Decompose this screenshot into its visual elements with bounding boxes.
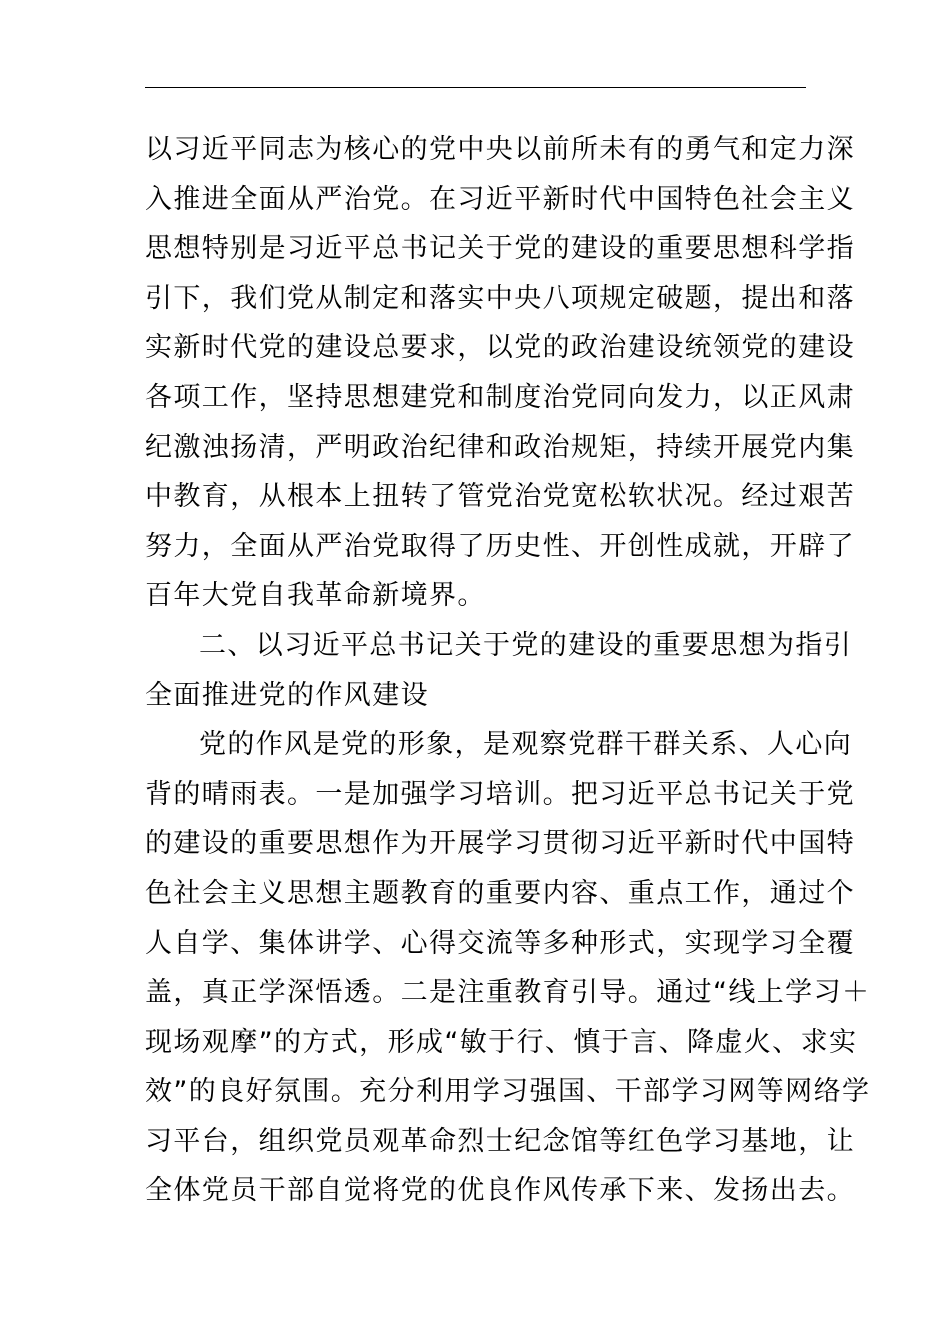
text-line: 的建设的重要思想作为开展学习贯彻习近平新时代中国特 [145, 828, 855, 860]
body-text [145, 125, 871, 1216]
section-heading-line: 二、以习近平总书记关于党的建设的重要思想为指引 [199, 629, 853, 661]
section-heading-line: 全面推进党的作风建设 [145, 679, 429, 711]
header-rule [145, 87, 806, 88]
text-line: 党的作风是党的形象，是观察党群干群关系、人心向 [199, 729, 853, 761]
text-line: 以习近平同志为核心的党中央以前所未有的勇气和定力深 [145, 134, 855, 165]
text-line: 全体党员干部自觉将党的优良作风传承下来、发扬出去。 [145, 1175, 855, 1207]
text-line: 努力，全面从严治党取得了历史性、开创性成就，开辟了 [145, 530, 855, 562]
text-line: 习平台，组织党员观革命烈士纪念馆等红色学习基地，让 [145, 1125, 855, 1157]
text-line: 人自学、集体讲学、心得交流等多种形式，实现学习全覆 [145, 927, 855, 959]
text-line: 引下，我们党从制定和落实中央八项规定破题，提出和落 [145, 282, 855, 314]
text-line: 实新时代党的建设总要求，以党的政治建设统领党的建设 [145, 332, 855, 364]
text-line: 背的晴雨表。一是加强学习培训。把习近平总书记关于党 [145, 778, 855, 810]
text-line: 各项工作，坚持思想建党和制度治党同向发力，以正风肃 [145, 381, 855, 413]
text-line: 入推进全面从严治党。在习近平新时代中国特色社会主义 [145, 183, 855, 215]
text-line: 思想特别是习近平总书记关于党的建设的重要思想科学指 [145, 233, 855, 265]
text-line: 纪激浊扬清，严明政治纪律和政治规矩，持续开展党内集 [145, 431, 855, 463]
text-line: 中教育，从根本上扭转了管党治党宽松软状况。经过艰苦 [145, 481, 855, 513]
text-line: 现场观摩”的方式，形成“敏于行、慎于言、降虚火、求实 [145, 1026, 858, 1058]
text-line: 盖，真正学深悟透。二是注重教育引导。通过“线上学习＋ [145, 977, 871, 1009]
text-line: 效”的良好氛围。充分利用学习强国、干部学习网等网络学 [145, 1076, 871, 1108]
text-line: 色社会主义思想主题教育的重要内容、重点工作，通过个 [145, 877, 855, 909]
text-line: 百年大党自我革命新境界。 [145, 580, 486, 612]
